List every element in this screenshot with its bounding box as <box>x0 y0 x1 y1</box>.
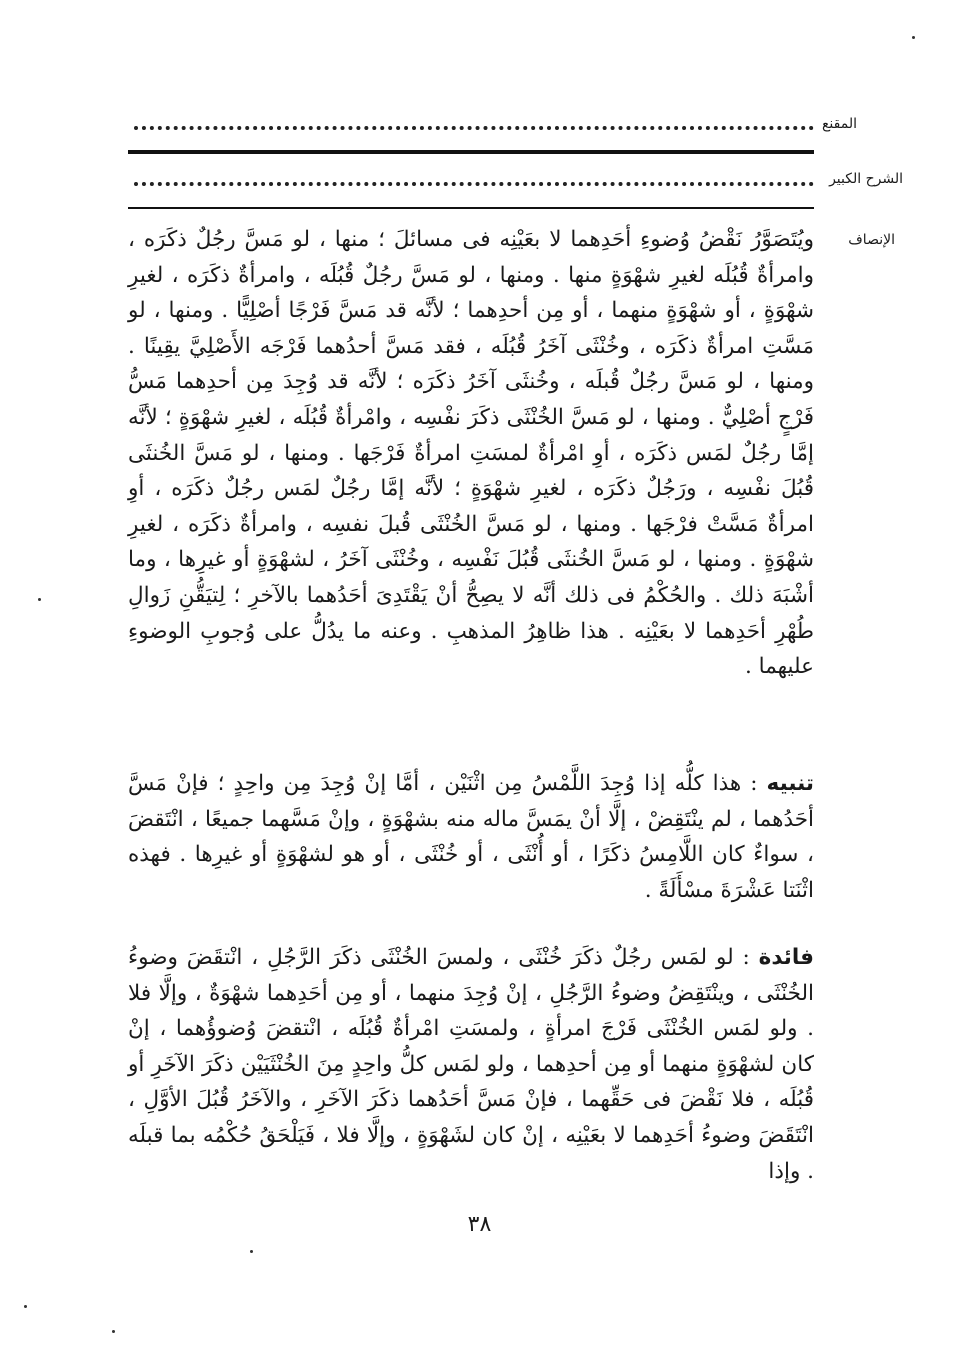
muqni-dotted-placeholder <box>134 126 814 130</box>
tanbih-heading: تنبيه <box>766 771 814 796</box>
scan-speck <box>24 1305 27 1308</box>
sharh-dotted-placeholder <box>134 182 814 186</box>
insaf-paragraph-tanbih <box>128 766 814 908</box>
insaf-paragraph-main: ويُتَصَوَّرُ نَقْضُ وُضوءِ أحَدِهما لا بعَيْنِه فى مسائلَ ؛ منها ، لو مَسَّ رجُلٌ ذكَرَه ، وامرأةٌ قُبُلَه لغيرِ شهْوَةٍ منها . ومنها ، لو مَسَّ رجُلٌ قُبُلَه ، وامرأةٌ ذكَرَه ، لغيرِ شهْوَةٍ ، أو شهْوَةٍ منهما ، أو مِن أحدِهما ؛ لأنَّه قد مَسَّ فَرْجًا أصْلِيًّا . ومنها ، لو مَسَّتِ امرأةٌ ذكَرَه ، وخُنْثَى آخَرُ قُبُلَه ، فقد مَسَّ أحدُهما فَرْجَه الأَصْلِيَّ يقِينًا . ومنها ، لو مَسَّ رجُلٌ قُبلَه ، وخُنثَى آخَرُ ذكَرَه ؛ لأنَّه قد وُجِدَ مِن أحدِهما مَسُّ فَرْجٍ أصْلِيٌّ . ومنها ، لو مَسَّ الخُنْثَى ذكَرَ نفْسِه ، وامْرأةٌ قُبُلَه ، لغيرِ شهْوَةٍ ؛ لأنَّه إمَّا رجُلٌ لمَس ذكَرَه ، أوِ امْرأةٌ لمسَتِ امرأةٌ فَرْجَها . ومنها ، لو مَسَّ الخُنثَى قُبُلَ نفْسِه ، ورَجُلٌ ذكَرَه ، لغيرِ شهْوَةٍ ؛ لأنَّه إمَّا رجُلٌ لمَس رجُلٌ ذكَرَه ، أوِ امرأةٌ مَسَّتْ فرْجَها . ومنها ، لو مَسَّ الخُنْثَى قُبلَ نفسِه ، وامرأةٌ ذكَرَه ، لغيرِ شهْوَةٍ . ومنها ، لو مَسَّ الخُنثَى قُبُلَ نَفْسِه ، وخُنْثَى آخَرُ ، لشهْوَةٍ أو غيرِها ، وما أشْبَهَ ذلك . والحُكْمُ فى ذلك أنَّه لا يصِحُّ أنْ يَقْتَدِىَ أحَدُهما بالآخرِ ؛ لِتيَقُّنِ زَوالِ طُهْرِ أحَدِهما لا بعَيْنِه . هذا ظاهِرُ المذهبِ . وعنه ما يدُلُّ على وُجوبِ الوضوءِ عليهما . <box>128 227 814 680</box>
label-sharh-kabir: الشرح الكبير <box>829 171 903 187</box>
page-number: ٣٨ <box>467 1212 492 1237</box>
tanbih-text: : هذا كلُّه إذا وُجِدَ اللَّمْسُ مِن اثْنَيْن ، أمَّا إنْ وُجِدَ مِن واحِدٍ ؛ فإنْ مَسَّ أحَدُهما ، لم ينْتَقِضْ ، إلَّا أنْ يمَسَّ ماله منه بشهْوَةٍ ، وإنْ مَسَّهما جميعًا ، انْتَقضَ ، سواءٌ كان اللَّامِسُ ذكَرًا ، أو أُنْثَى ، أو خُنْثَى ، أو هو لشهْوَةٍ أو غيرِها . فهذه اثْنَتا عَشْرَةَ مسْأَلَةً . <box>128 771 814 903</box>
section-divider-thin <box>128 207 814 209</box>
insaf-paragraph-faidah <box>128 940 814 1189</box>
scan-speck <box>112 1330 115 1333</box>
faidah-heading: فائدة <box>758 945 814 970</box>
label-insaf: الإنصاف <box>848 232 895 248</box>
scan-speck <box>912 36 915 39</box>
faidah-text: : لو لمَس رجُلٌ ذكَرَ خُنْثَى ، ولمسَ الخُنْثَى ذكَرَ الرَّجُلِ ، انْتقَضَ وضوءُ الخُنْثَى ، وينْتَقِضُ وضوءُ الرَّجُلِ ، إنْ وُجِدَ منهما ، أو مِن أحَدِهما شهْوَةٌ ، وإلَّا فلا . ولو لمَس الخُنْثَى فَرْجَ امرأةٍ ، ولمسَتِ امْرأةٌ قُبُلَه ، انْتقضَ وُضوؤُهما ، إنْ كان لشهْوَةٍ منهما أو مِن أحدِهما ، ولو لمَس كلُّ واحِدٍ مِنَ الخُنْثَيَيْن ذكَرَ الآخَرِ أو قُبُلَه ، فلا نَقْضَ فى حَقِّهما ، فإنْ مَسَّ أحَدُهما ذكَرَ الآخَرِ ، والآخَرُ قُبُلَ الأوَّلِ ، انْتَقَضَ وضوءُ أحَدِهما لا بعَيْنِه ، إنْ كان لشَهْوَةٍ ، وإلَّا فلا ، فَيَلْحَقُ حُكْمُه بما قبلَه . وإذا <box>128 945 814 1184</box>
scan-speck <box>38 598 41 601</box>
scan-speck <box>250 1250 253 1253</box>
section-divider-thick <box>128 150 814 154</box>
label-muqni: المقنع <box>821 116 857 132</box>
